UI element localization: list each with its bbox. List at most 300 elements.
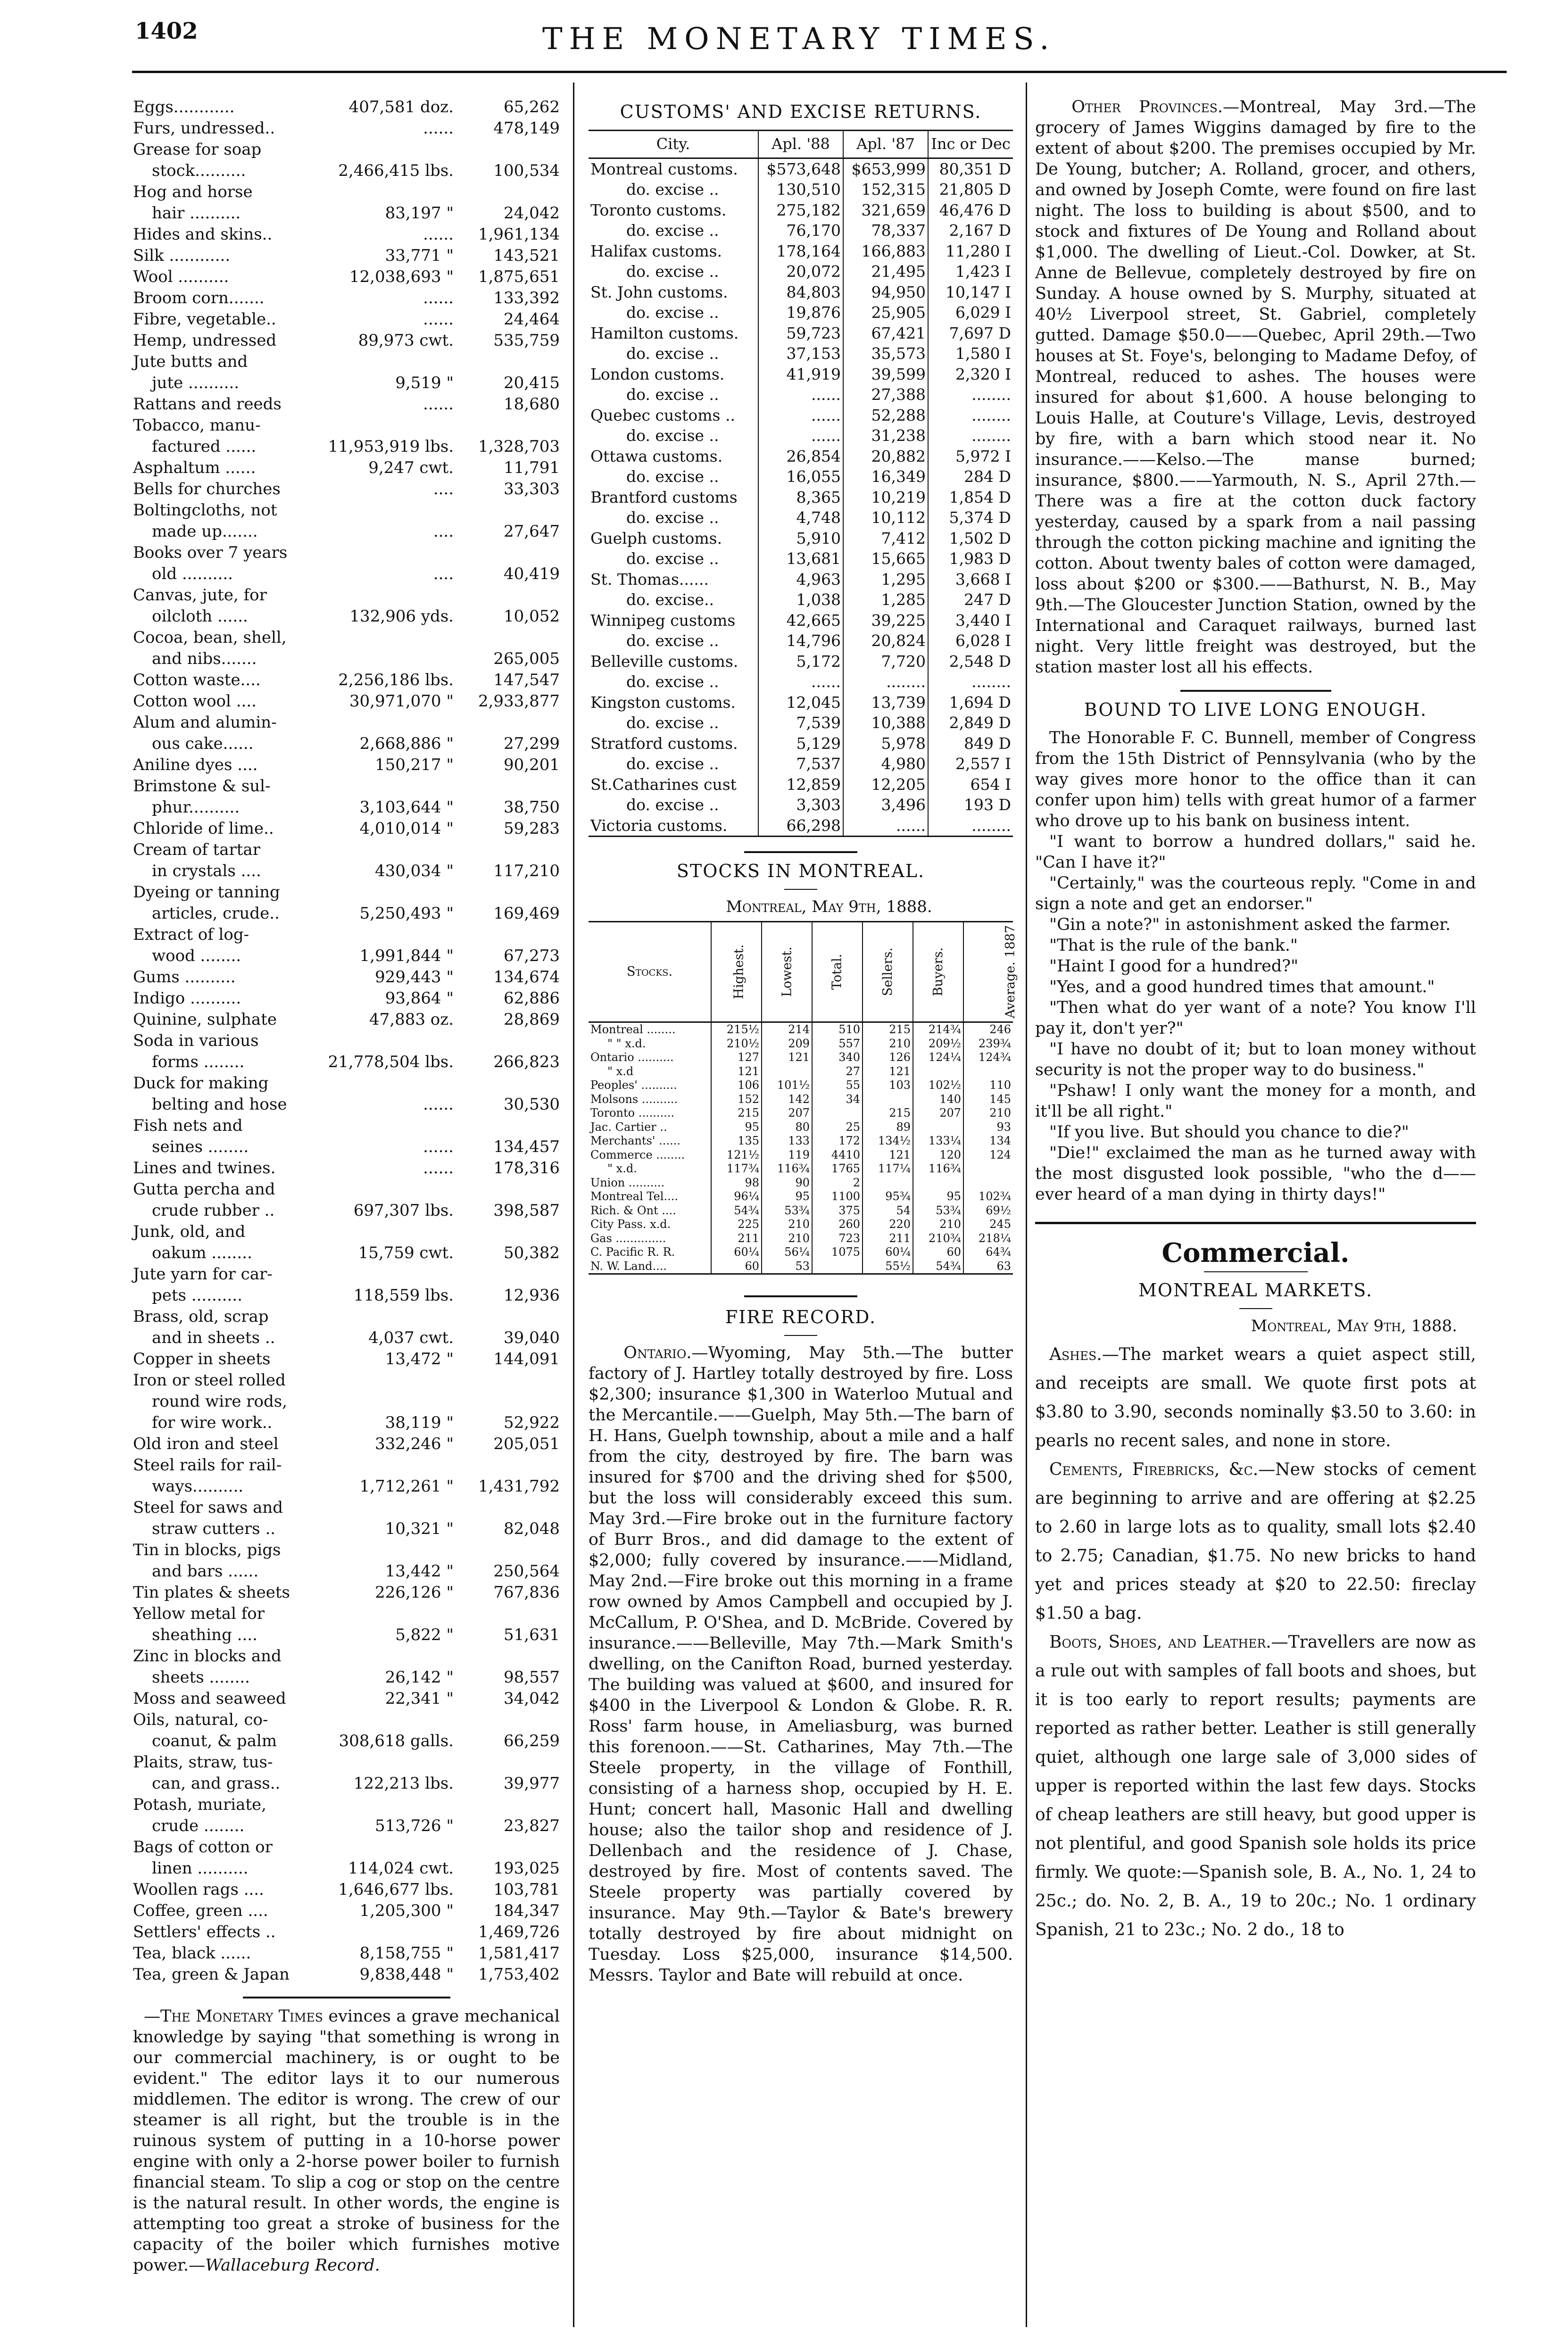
stock-value: 210½ [711, 1037, 762, 1051]
import-item-name: Fish nets and [133, 1116, 243, 1135]
import-value [463, 542, 560, 564]
stock-row [589, 1120, 1013, 1135]
import-item-name: round wire rods, [152, 1392, 287, 1411]
customs-value: ........ [928, 672, 1013, 692]
import-quantity: 513,726 " [374, 1816, 454, 1835]
customs-value: 12,859 [758, 774, 843, 795]
import-row [133, 1391, 560, 1412]
stock-value: 102¾ [963, 1190, 1013, 1204]
stocks-dateline: Montreal, May 9th, 1888. [726, 897, 932, 916]
import-value: 10,052 [504, 607, 560, 626]
import-value: 24,042 [504, 204, 560, 223]
import-row [133, 160, 560, 182]
customs-city: do. excise .. [626, 631, 719, 650]
import-row [133, 1794, 560, 1816]
import-row [133, 988, 560, 1009]
customs-value: 2,320 I [928, 364, 1013, 385]
stock-row [589, 1232, 1013, 1246]
stock-name: " x.d. [607, 1162, 637, 1175]
stock-value: 60 [913, 1245, 963, 1260]
import-row [133, 861, 560, 882]
stock-value: 124¾ [963, 1051, 1013, 1065]
short-rule [1239, 1308, 1272, 1309]
customs-value: 284 D [928, 466, 1013, 487]
stock-value: 260 [812, 1218, 863, 1232]
import-value: 27,647 [504, 522, 560, 541]
import-quantity [307, 1794, 463, 1816]
import-value: 265,005 [493, 649, 560, 668]
import-value: 143,521 [493, 246, 560, 265]
stock-name: Rich. & Ont .... [590, 1203, 676, 1217]
import-quantity [307, 542, 463, 564]
stock-value: 98 [711, 1176, 762, 1190]
stock-value: 54¾ [711, 1204, 762, 1218]
import-item-name: ways.......... [152, 1477, 244, 1496]
bound-paragraph: "Then what do yer want of a note? You know I'll pay it, don't yer?" [1035, 998, 1476, 1038]
section-rule [1180, 690, 1331, 692]
import-quantity [307, 1264, 463, 1285]
import-value: 1,581,417 [478, 1944, 560, 1963]
imports-table [133, 97, 560, 1985]
import-row [133, 627, 560, 648]
import-item-name: Eggs............ [133, 98, 235, 116]
customs-value: 26,854 [758, 446, 843, 467]
import-value [463, 585, 560, 606]
stock-value: 340 [812, 1051, 863, 1065]
import-quantity: 118,559 lbs. [353, 1286, 454, 1305]
customs-value: 27,388 [843, 384, 928, 405]
import-value: 535,759 [493, 331, 560, 350]
import-item-name: and in sheets .. [152, 1328, 275, 1347]
import-quantity [307, 712, 463, 733]
import-row [133, 585, 560, 606]
customs-city: Montreal customs. [590, 159, 738, 178]
stock-value: 27 [812, 1065, 863, 1079]
customs-row [589, 569, 1013, 590]
import-quantity: 30,971,070 " [349, 692, 454, 711]
import-quantity [307, 1115, 463, 1136]
import-item-name: pets .......... [152, 1286, 242, 1305]
import-row [133, 1136, 560, 1158]
customs-value: 42,665 [758, 610, 843, 631]
stock-value: 134 [963, 1134, 1013, 1148]
customs-value: ........ [928, 405, 1013, 426]
customs-row [589, 446, 1013, 467]
import-quantity: ...... [423, 289, 454, 307]
import-value [463, 1497, 560, 1518]
stock-name: Montreal Tel.... [590, 1190, 678, 1203]
import-value: 134,457 [493, 1137, 560, 1156]
import-value [463, 1073, 560, 1094]
import-value: 12,936 [504, 1286, 560, 1305]
customs-value: 166,883 [843, 241, 928, 262]
stock-row [589, 1176, 1013, 1190]
customs-value: ........ [928, 384, 1013, 405]
customs-row [589, 323, 1013, 344]
customs-value: 3,496 [843, 795, 928, 815]
stock-value: 117¼ [863, 1162, 913, 1176]
customs-value: 8,365 [758, 487, 843, 508]
stock-value: 54¾ [913, 1260, 963, 1274]
import-item-name: stock.......... [152, 161, 246, 180]
import-quantity: 89,973 cwt. [358, 331, 454, 350]
customs-city: do. excise .. [626, 221, 719, 240]
import-value [463, 182, 560, 203]
import-quantity: 38,119 " [385, 1413, 454, 1432]
customs-header-incdec: Inc or Dec [928, 131, 1013, 158]
import-quantity [307, 1221, 463, 1243]
import-row [133, 97, 560, 118]
customs-value: ........ [928, 815, 1013, 837]
stock-value: 1765 [812, 1162, 863, 1176]
import-quantity: 132,906 yds. [349, 607, 454, 626]
import-quantity [307, 839, 463, 861]
import-item-name: Copper in sheets [133, 1350, 271, 1368]
import-item-name: Quinine, sulphate [133, 1010, 277, 1029]
import-item-name: Canvas, jute, for [133, 586, 267, 605]
customs-value: 66,298 [758, 815, 843, 837]
import-quantity [307, 585, 463, 606]
import-item-name: and nibs....... [152, 649, 257, 668]
stock-row [589, 1037, 1013, 1051]
import-row [133, 1370, 560, 1391]
stock-row [589, 1106, 1013, 1120]
stock-value: 209½ [913, 1037, 963, 1051]
stock-value: 95 [711, 1120, 762, 1135]
import-item-name: Steel rails for rail- [133, 1456, 282, 1475]
stock-value: 63 [963, 1260, 1013, 1274]
stock-value: 207 [913, 1106, 963, 1120]
stock-value [963, 1065, 1013, 1079]
section-rule [744, 851, 857, 853]
customs-value: ...... [758, 384, 843, 405]
stock-value: 80 [762, 1120, 812, 1135]
import-value: 39,977 [504, 1774, 560, 1793]
import-value: 117,210 [493, 862, 560, 880]
import-quantity [307, 139, 463, 160]
customs-value: 5,972 I [928, 446, 1013, 467]
stock-value: 54 [863, 1204, 913, 1218]
import-value: 144,091 [493, 1350, 560, 1368]
customs-row [589, 364, 1013, 385]
customs-value: 14,796 [758, 630, 843, 651]
customs-value: 19,876 [758, 302, 843, 323]
import-item-name: Boltingcloths, not [133, 501, 277, 520]
import-quantity [307, 1391, 463, 1412]
import-value: 20,415 [504, 373, 560, 392]
stock-value: 55½ [863, 1260, 913, 1274]
customs-row [589, 754, 1013, 774]
bound-paragraph: "Pshaw! I only want the money for a month, and it'll be all right." [1035, 1081, 1476, 1121]
import-value: 28,869 [504, 1010, 560, 1029]
customs-city: St.Catharines cust [590, 775, 737, 794]
stock-value: 1075 [812, 1245, 863, 1260]
import-item-name: Moss and seaweed [133, 1689, 286, 1708]
import-value: 478,149 [493, 119, 560, 138]
import-row [133, 776, 560, 797]
import-value: 11,791 [504, 458, 560, 477]
import-item-name: crude ........ [152, 1816, 245, 1835]
import-item-name: belting and hose [152, 1095, 287, 1114]
customs-value: ........ [843, 672, 928, 692]
import-quantity: ...... [423, 225, 454, 244]
stock-row [589, 1051, 1013, 1065]
customs-city: do. excise .. [626, 385, 719, 404]
markets-lead: Cements, Firebricks, &c. [1049, 1460, 1259, 1479]
stock-value: 106 [711, 1078, 762, 1093]
customs-header-city: City. [589, 131, 758, 158]
import-item-name: hair .......... [152, 204, 241, 223]
bound-paragraph: "I want to borrow a hundred dollars," said he. "Can I have it?" [1035, 832, 1476, 872]
import-item-name: Coffee, green .... [133, 1901, 268, 1920]
import-quantity: ...... [423, 1137, 454, 1156]
import-value: 66,259 [504, 1732, 560, 1750]
stock-value: 127 [711, 1051, 762, 1065]
customs-value: 3,303 [758, 795, 843, 815]
stock-value: 90 [762, 1176, 812, 1190]
stocks-header-lowest: Lowest. [762, 922, 812, 1022]
import-row [133, 606, 560, 627]
import-value: 27,299 [504, 734, 560, 753]
import-row [133, 182, 560, 203]
customs-value: ........ [928, 425, 1013, 446]
short-rule [784, 1335, 817, 1336]
wallaceburg-lead: —The Monetary Times [143, 2007, 323, 2026]
customs-value: 6,028 I [928, 630, 1013, 651]
import-row [133, 479, 560, 500]
import-row [133, 1349, 560, 1370]
import-row [133, 1052, 560, 1073]
column-imports [133, 97, 560, 2327]
customs-row [589, 589, 1013, 610]
customs-city: Halifax customs. [590, 241, 722, 260]
customs-value: 84,803 [758, 282, 843, 303]
stock-row [589, 1204, 1013, 1218]
import-value: 62,886 [504, 989, 560, 1008]
import-row [133, 1518, 560, 1540]
markets-dateline: Montreal, May 9th, 1888. [1251, 1317, 1457, 1335]
markets-story [1035, 1340, 1476, 1944]
customs-value: ...... [758, 425, 843, 446]
short-rule [1204, 1271, 1308, 1272]
import-quantity: 4,037 cwt. [368, 1328, 454, 1347]
customs-value: $653,999 [843, 158, 928, 179]
import-row [133, 330, 560, 351]
import-quantity: 11,953,919 lbs. [328, 437, 454, 456]
stock-name: Union .......... [590, 1176, 665, 1189]
import-item-name: jute .......... [152, 373, 240, 392]
customs-value: 59,723 [758, 323, 843, 344]
import-row [133, 1879, 560, 1900]
import-value: 250,564 [493, 1562, 560, 1581]
import-value: 134,674 [493, 968, 560, 987]
customs-row [589, 343, 1013, 364]
customs-row [589, 241, 1013, 262]
import-row [133, 1922, 560, 1943]
customs-row [589, 815, 1013, 837]
customs-value: 80,351 D [928, 158, 1013, 179]
import-value [463, 1030, 560, 1052]
import-quantity [307, 1752, 463, 1773]
customs-title: CUSTOMS' AND EXCISE RETURNS. [620, 101, 982, 122]
stock-value: 53¾ [913, 1204, 963, 1218]
customs-header-apl88: Apl. '88 [758, 131, 843, 158]
customs-value: 7,537 [758, 754, 843, 774]
import-item-name: Hides and skins.. [133, 225, 273, 244]
stock-value: 121½ [711, 1148, 762, 1162]
stock-value: 124¼ [913, 1051, 963, 1065]
import-item-name: Jute butts and [133, 352, 248, 371]
import-item-name: Books over 7 years [133, 543, 288, 562]
stock-value: 60¼ [863, 1245, 913, 1260]
customs-value: 52,288 [843, 405, 928, 426]
import-item-name: Bells for churches [133, 480, 281, 498]
import-value: 33,303 [504, 480, 560, 498]
import-value: 2,933,877 [478, 692, 560, 711]
import-item-name: made up....... [152, 522, 258, 541]
short-rule [784, 889, 817, 890]
customs-value: 2,167 D [928, 220, 1013, 241]
stock-value: 557 [812, 1037, 863, 1051]
import-row [133, 1900, 560, 1922]
customs-value: $573,648 [758, 158, 843, 179]
bound-paragraph: The Honorable F. C. Bunnell, member of Congress from the 15th District of Pennsylvania (who by the way gives more honor to the office than it can confer upon him) tells with great humor of a farmer who drove up to his bank on business intent. [1035, 729, 1476, 830]
import-value: 39,040 [504, 1328, 560, 1347]
customs-value: 46,476 D [928, 200, 1013, 221]
stock-value: 55 [812, 1078, 863, 1093]
customs-value: 321,659 [843, 200, 928, 221]
import-item-name: Grease for soap [133, 140, 262, 159]
import-row [133, 967, 560, 988]
import-quantity: 407,581 doz. [348, 98, 454, 116]
import-row [133, 1603, 560, 1625]
customs-row [589, 507, 1013, 528]
import-value: 38,750 [504, 798, 560, 817]
stock-value: 95¾ [863, 1190, 913, 1204]
customs-value: 10,388 [843, 713, 928, 733]
stock-row [589, 1162, 1013, 1176]
customs-value: 39,599 [843, 364, 928, 385]
customs-row [589, 158, 1013, 179]
import-row [133, 882, 560, 903]
customs-row [589, 302, 1013, 323]
import-quantity [307, 1370, 463, 1391]
customs-row [589, 282, 1013, 303]
markets-body: —New stocks of cement are beginning to arrive and are offering at $2.25 to 2.60 in large lots as to quality, small lots $2.40 to 2.75; Canadian, $1.75. No new bricks to hand yet and prices steady at $20 to 22.50: fireclay $1.50 a bag. [1035, 1460, 1476, 1623]
customs-value: 3,440 I [928, 610, 1013, 631]
customs-value: 15,665 [843, 548, 928, 569]
import-quantity: 13,442 " [385, 1562, 454, 1581]
stock-value: 124 [963, 1148, 1013, 1162]
import-item-name: Brimstone & sul- [133, 777, 271, 796]
import-value [463, 500, 560, 521]
customs-row [589, 261, 1013, 282]
import-value: 169,469 [493, 904, 560, 923]
customs-value: 5,978 [843, 733, 928, 754]
customs-value: 20,072 [758, 261, 843, 282]
stock-row [589, 1134, 1013, 1148]
customs-row [589, 733, 1013, 754]
customs-value: 78,337 [843, 220, 928, 241]
import-value: 184,347 [493, 1901, 560, 1920]
import-quantity: 83,197 " [385, 204, 454, 223]
import-value [463, 1306, 560, 1327]
fire-paragraph [589, 1343, 1013, 1986]
markets-paragraph [1035, 1455, 1476, 1628]
import-quantity: 22,341 " [385, 1689, 454, 1708]
stock-name: " " x.d. [607, 1036, 646, 1050]
stock-value: 121 [863, 1065, 913, 1079]
import-value: 59,283 [504, 819, 560, 838]
customs-city: Guelph customs. [590, 529, 722, 547]
import-row [133, 1243, 560, 1264]
customs-value: ...... [843, 815, 928, 837]
import-row [133, 288, 560, 309]
column-middle [589, 97, 1018, 2327]
stock-row [589, 1065, 1013, 1079]
import-value [463, 924, 560, 945]
import-row [133, 1816, 560, 1837]
column-divider [1026, 83, 1027, 2327]
customs-header-apl87: Apl. '87 [843, 131, 928, 158]
customs-row [589, 528, 1013, 549]
import-value [463, 776, 560, 797]
customs-value: 7,720 [843, 651, 928, 672]
stock-value: 215½ [711, 1022, 762, 1037]
import-quantity [307, 648, 463, 670]
stock-row [589, 1245, 1013, 1260]
import-row [133, 373, 560, 394]
stock-value: 110 [963, 1078, 1013, 1093]
customs-value: ...... [758, 672, 843, 692]
import-value [463, 882, 560, 903]
import-row [133, 691, 560, 712]
import-quantity: 122,213 lbs. [353, 1774, 454, 1793]
customs-row [589, 774, 1013, 795]
stock-value [863, 1176, 913, 1190]
stock-value: 69½ [963, 1204, 1013, 1218]
import-value: 1,753,402 [478, 1965, 560, 1984]
customs-city: Winnipeg customs [590, 611, 736, 630]
import-item-name: Cotton waste.... [133, 671, 261, 689]
import-value [463, 1837, 560, 1858]
markets-paragraph [1035, 1628, 1476, 1944]
stock-name: Molsons .......... [590, 1092, 678, 1106]
customs-value: 13,681 [758, 548, 843, 569]
import-value: 266,823 [493, 1053, 560, 1071]
bound-paragraph: "Certainly," was the courteous reply. "Come in and sign a note and get an endorser." [1035, 874, 1476, 913]
import-quantity: 2,668,886 " [359, 734, 454, 753]
import-row [133, 1434, 560, 1455]
import-quantity: 9,247 cwt. [368, 458, 454, 477]
customs-city: St. John customs. [590, 282, 728, 301]
stocks-header-stocks: Stocks. [589, 922, 711, 1022]
import-item-name: oakum ........ [152, 1244, 252, 1262]
stocks-header-sellers: Sellers. [863, 922, 913, 1022]
import-quantity: .... [433, 522, 454, 541]
customs-city: St. Thomas...... [590, 570, 709, 589]
import-row [133, 797, 560, 818]
import-row [133, 309, 560, 330]
customs-row [589, 405, 1013, 426]
bound-paragraph: "That is the rule of the bank." [1049, 936, 1298, 955]
stock-value: 152 [711, 1093, 762, 1107]
import-item-name: Oils, natural, co- [133, 1710, 268, 1729]
import-row [133, 1688, 560, 1709]
import-quantity: 1,712,261 " [359, 1477, 454, 1496]
import-item-name: Lines and twines. [133, 1159, 276, 1177]
import-quantity: 21,778,504 lbs. [328, 1053, 454, 1071]
